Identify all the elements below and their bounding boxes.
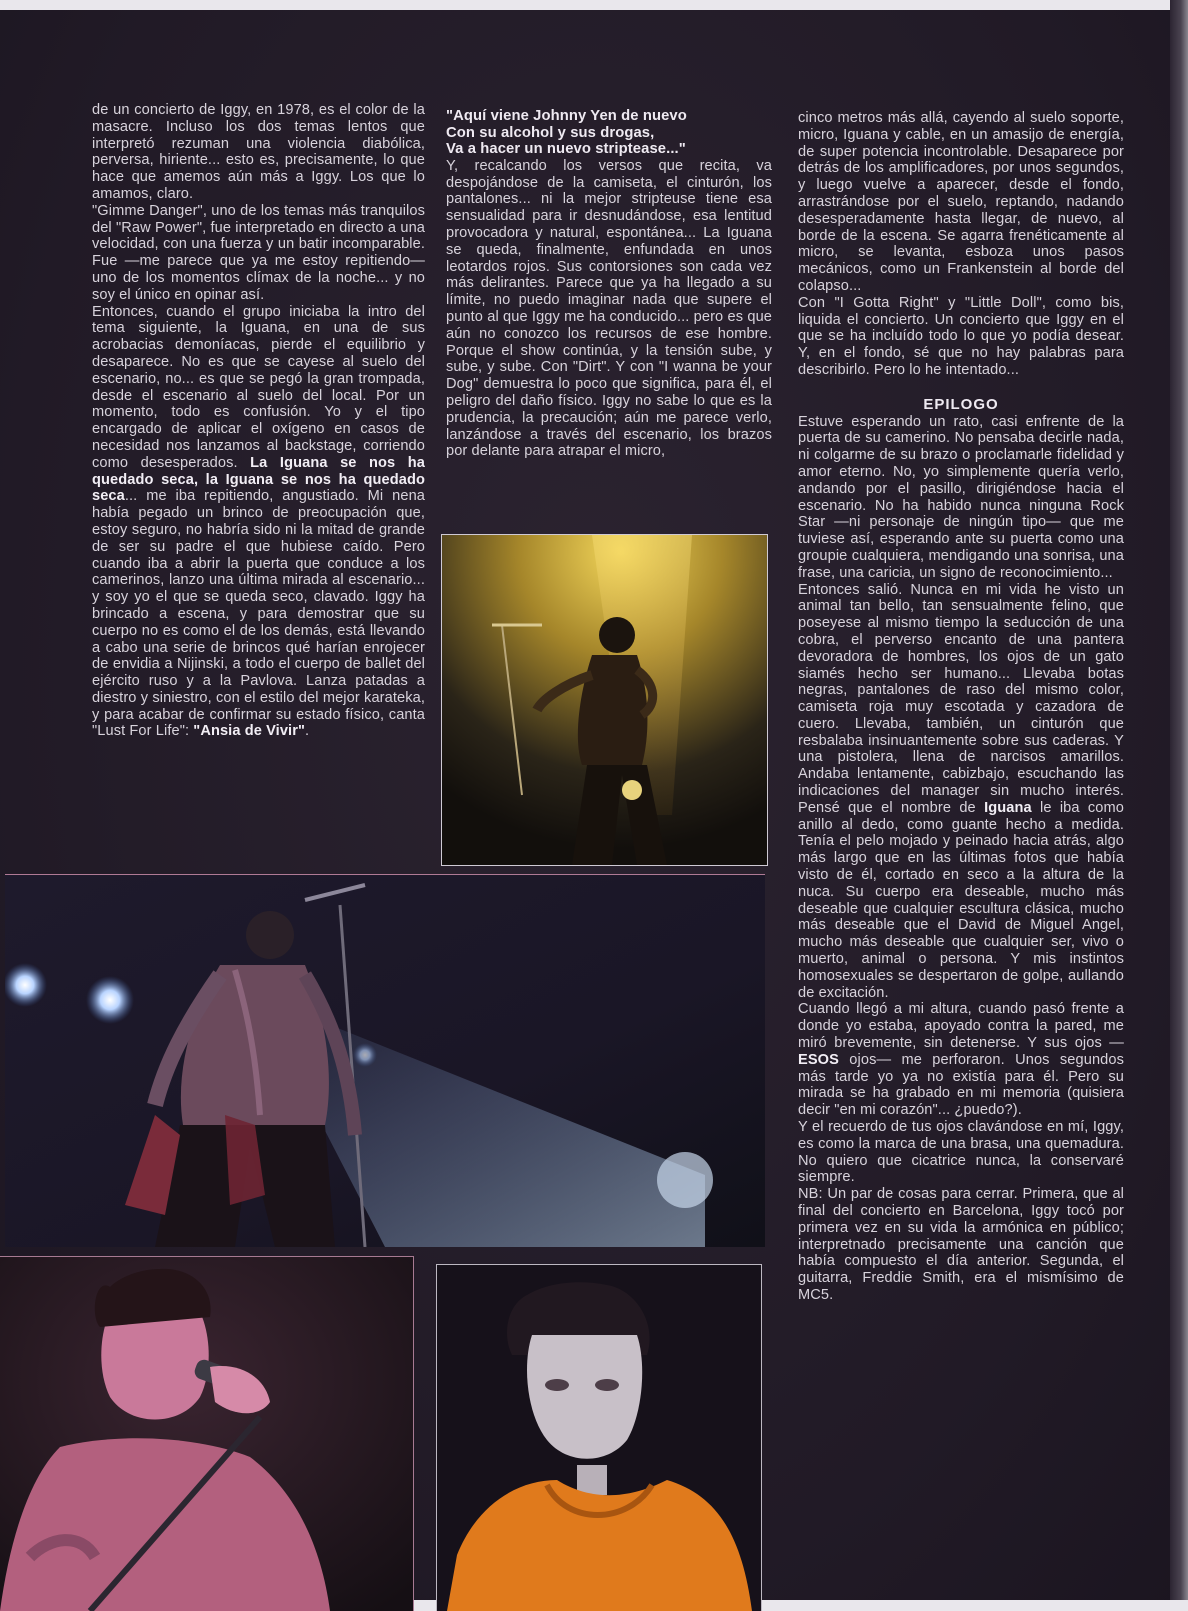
- bold-text-run: Iguana: [984, 799, 1032, 816]
- paragraph: [798, 1001, 1124, 1119]
- text-run: Entonces salió. Nunca en mi vida he visto un animal tan bello, tan sensualmente felino, que poseyese al mismo tiempo la seducción de una cobra, el perverso encanto de una pantera devoradora de hombres, los ojos de un gato siamés hecho ser humano... Llevaba botas negras, pantalones de raso del mismo color, camiseta roja muy escotada y cazadora de cuero. Llevaba, también, un cinturón que resbalaba insinuantemente sobre sus caderas. Y una pistolera, llena de narcisos amarillos. Andaba lentamente, cabizbajo, escuchando las indicaciones del manager sin mucho interés. Pensé que el nombre de: [798, 581, 1124, 816]
- photo-singer-microphone: [0, 1256, 414, 1611]
- text-column-middle: [446, 108, 772, 460]
- text-column-left: [92, 102, 425, 740]
- paragraph: Con "I Gotta Right" y "Little Doll", como bis, liquida el concierto. Un concierto que Iggy en el que se ha incluído todo lo que yo podía desear. Y, en el fondo, sé que no hay palabras para describirlo. Pero lo he intentado...: [798, 294, 1124, 378]
- paragraph: Y, recalcando los versos que recita, va despojándose de la camiseta, el cinturón, los pantalones... ni la mejor stripteuse tiene esa sensualidad para ir desnudándose, esa lentitud provocadora y natural, espontánea... La Iguana se queda, finalmente, enfundada en unos leotardos rojos. Sus contorsiones son cada vez más delirantes. Parece que ya ha llegado a su límite, no puedo imaginar nada que supere el punto al que Iggy me ha conducido... pero es que aún no conozco los recursos de ese hombre. Porque el show continúa, y la tensión sube, y sube, y sube. Con "Dirt". Y con "I wanna be your Dog" demuestra lo poco que significa, para él, el peligro del daño físico. Iggy no sabe lo que es la prudencia, la precaución; aún me parece verlo, lanzándose a través del escenario, los brazos por delante para atrapar el micro,: [446, 157, 772, 460]
- photo-singer-portrait: [436, 1264, 762, 1611]
- text-run: ojos— me perforaron. Unos segundos más tarde yo ya no existía para él. Pero su mirada se ha grabado en mi memoria (quisiera decir "en mi corazón"... ¿puedo?).: [798, 1051, 1124, 1119]
- paragraph: "Gimme Danger", uno de los temas más tranquilos del "Raw Power", fue interpretado en directo a una velocidad, con una fuerza y un batir incomparable. Fue —me parece que ya me estoy repitiendo— uno de los momentos clímax de la noche... y no soy el único en opinar así.: [92, 202, 425, 303]
- bold-text-run: La Iguana se nos ha quedado seca, la Iguana se nos ha quedado seca: [92, 454, 426, 505]
- paragraph: Y el recuerdo de tus ojos clavándose en mí, Iggy, es como la marca de una brasa, una quemadura. No quiero que cicatrice nunca, la conservaré siempre.: [798, 1119, 1124, 1186]
- text-run: le iba como anillo al dedo, como guante hecho a medida. Tenía el pelo mojado y peinado hacia atrás, algo más largo que en las últimas fotos que había visto de él, cortado en seco a la altura de la nuca. Su cuerpo era deseable, mucho más deseable que cualquier escultura clásica, mucho más deseable que el David de Miguel Angel, mucho más deseable que cualquier ser, vivo o muerto, animal o persona. Y mis instintos homosexuales se despertaron de golpe, aullando de excitación.: [798, 799, 1124, 1001]
- text-run: ... me iba repitiendo, angustiado. Mi nena había pegado un brinco de preocupación que, estoy seguro, no habría sido ni la mitad de grande de ser su padre el que hubiese caído. Pero cuando iba a abrir la puerta que conduce a los camerinos, lanzo una última mirada al escenario... y soy yo el que se queda seco, clavado. Iggy ha brincado a escena, y para demostrar que su cuerpo no es como el de los demás, está llevando a cabo una serie de brincos qué harían enrojecer de envidia a Nijinski, a todo el cuerpo de ballet del ejército ruso y a la Pavlova. Lanza patadas a diestro y siniestro, con el estilo del mejor karateka, y para acabar de confirmar su estado físico, canta "Lust For Life":: [92, 488, 425, 740]
- magazine-page: [0, 10, 1188, 1600]
- text-run: .: [305, 723, 310, 740]
- text-run: Cuando llegó a mi altura, cuando pasó frente a donde yo estaba, apoyado contra la pared, me miró brevemente, sin detenerse. Y sus ojos —: [798, 1001, 1124, 1052]
- paragraph: Estuve esperando un rato, casi enfrente de la puerta de su camerino. No pensaba decirle nada, ni colgarme de su brazo o proclamarle fidelidad y amor eterno. No, yo simplemente quería verlo, andando por el pasillo, dirigiéndose hacia el escenario. No ha habido nunca ninguna Rock Star —ni personaje de ningún tipo— que me tuviese así, esperando ante su puerta como una groupie cualquiera, mendigando una sonrisa, una frase, una caricia, un signo de reconocimiento...: [798, 413, 1124, 581]
- paragraph: cinco metros más allá, cayendo al suelo soporte, micro, Iguana y cable, en un amasijo de energía, de super potencia incontrolable. Desaparece por detrás de los amplificadores, por unos segundos, y luego vuelve a aparecer, desde el fondo, arrastrándose por el suelo, reptando, nadando desesperadamente hasta llegar, de nuevo, al borde de la escena. Se agarra frenéticamente al micro, se levanta, esboza unos pasos mecánicos, como un Frankenstein al borde del colapso...: [798, 110, 1124, 294]
- lyric-line: Con su alcohol y sus drogas,: [446, 124, 655, 141]
- section-heading: EPILOGO: [923, 395, 999, 413]
- text-run: Entonces, cuando el grupo iniciaba la intro del tema siguiente, la Iguana, en una de sus acrobacias demoníacas, pierde el equilibrio y desaparece. No es que se cayese al suelo del escenario, no... es que se pegó la gran trompada, desde el escenario al suelo del local. Por un momento, todo es confusión. Yo y el tipo encargado de aplicar el oxígeno en casos de necesidad nos lanzamos al backstage, corriendo como desesperados.: [92, 303, 425, 471]
- photo-stage-shirtless: [5, 874, 765, 1247]
- paragraph: [92, 304, 425, 741]
- page-edge: [1170, 0, 1188, 1600]
- paragraph: NB: Un par de cosas para cerrar. Primera, que al final del concierto en Barcelona, Iggy tocó por primera vez en su vida la armónica en público; interpretnado precisamente una canción que había compuesto el día anterior. Segunda, el guitarra, Freddie Smith, era el mismísimo de MC5.: [798, 1186, 1124, 1303]
- lyric-line: Va a hacer un nuevo striptease...": [446, 141, 686, 158]
- text-column-right: [798, 110, 1124, 1304]
- paragraph: de un concierto de Iggy, en 1978, es el color de la masacre. Incluso los dos temas lentos que interpretó rezuman una violencia diabólica, perversa, hiriente... esto es, precisamente, lo que hace que amemos aún más a Iggy. Los que lo amamos, claro.: [92, 102, 425, 202]
- paragraph: [798, 582, 1124, 1002]
- lyric-line: "Aquí viene Johnny Yen de nuevo: [446, 108, 687, 124]
- bold-text-run: "Ansia de Vivir": [193, 723, 305, 740]
- bold-text-run: ESOS: [798, 1051, 839, 1068]
- photo-spotlight-singer: [441, 534, 768, 866]
